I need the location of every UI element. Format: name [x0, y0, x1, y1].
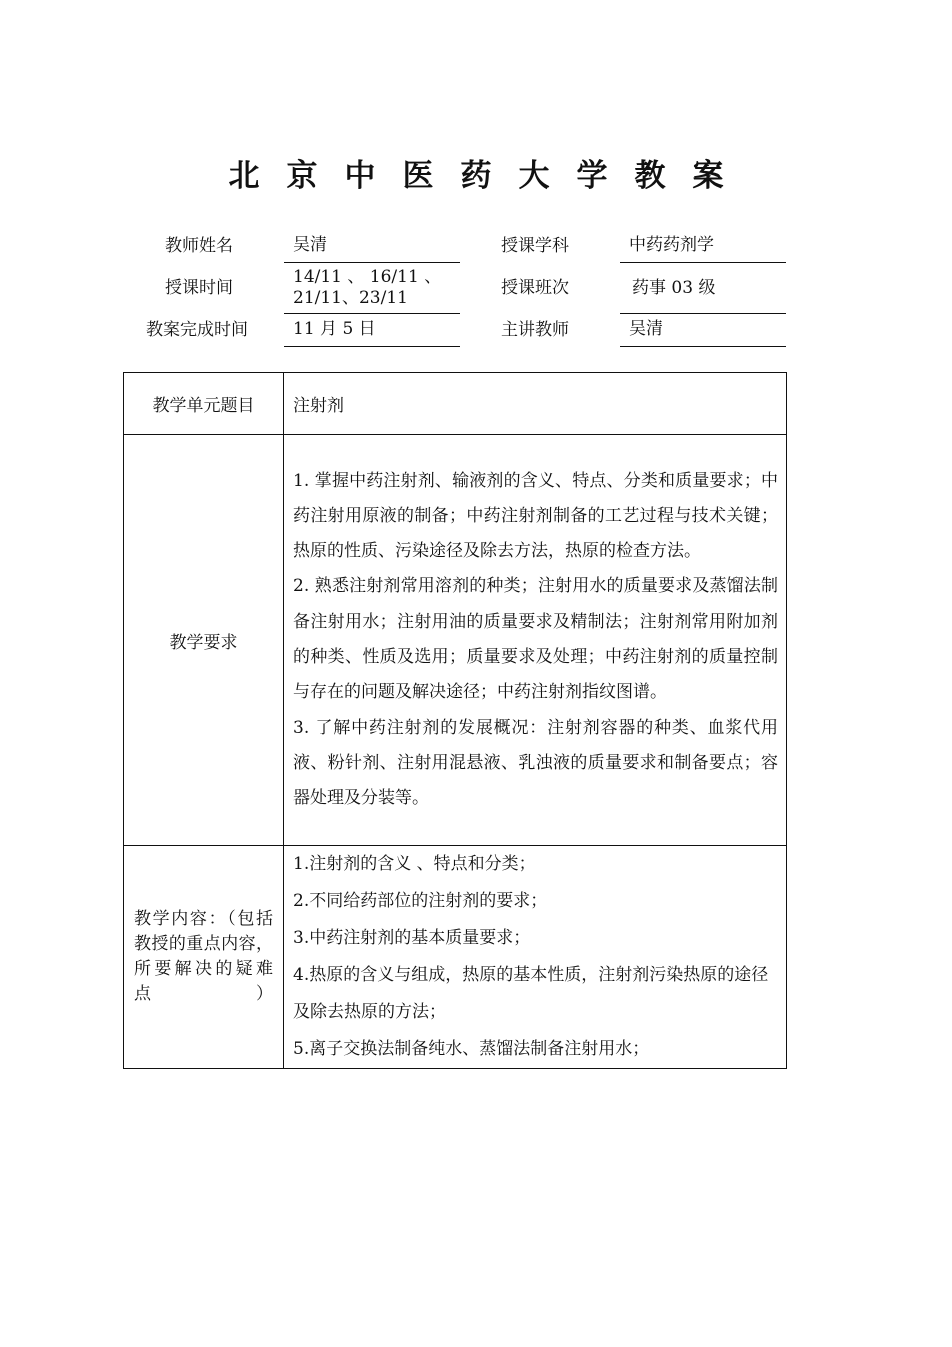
class-value: 药事 03 级 — [632, 278, 716, 298]
content-label-text: 教学内容：（包括教授的重点内容，所要解决的疑难点） — [134, 909, 273, 1004]
requirements-row — [124, 435, 787, 846]
unit-label: 教学单元题目 — [124, 373, 284, 435]
completed-field — [284, 319, 460, 347]
unit-row — [124, 373, 787, 435]
requirement-item: 3. 了解中药注射剂的发展概况：注射剂容器的种类、血浆代用液、粉针剂、注射用混悬液、乳浊液的质量要求和制备要点；容器处理及分装等。 — [293, 717, 778, 809]
time-label: 授课时间 — [165, 278, 233, 298]
content-item: 3.中药注射剂的基本质量要求； — [293, 928, 531, 948]
content-label — [124, 846, 284, 1069]
unit-value: 注射剂 — [284, 373, 787, 435]
subject-field — [620, 235, 786, 263]
teacher-name-field — [284, 235, 460, 263]
class-label: 授课班次 — [501, 278, 569, 298]
lesson-plan-table — [123, 372, 787, 1069]
content-cell — [284, 846, 787, 1069]
lecturer-value: 吴清 — [629, 319, 663, 339]
content-item: 4.热原的含义与组成，热原的基本性质，注射剂污染热原的途径及除去热原的方法； — [293, 965, 769, 1022]
requirement-item: 1. 掌握中药注射剂、输液剂的含义、特点、分类和质量要求；中药注射用原液的制备；中药注射剂制备的工艺过程与技术关键；热原的性质、污染途径及除去方法，热原的检查方法。 — [293, 470, 778, 562]
teacher-name-label: 教师姓名 — [165, 236, 233, 256]
requirements-label: 教学要求 — [124, 435, 284, 846]
lecturer-label: 主讲教师 — [501, 320, 569, 340]
document-title: 北京中医药大学教案 — [228, 158, 751, 194]
subject-label: 授课学科 — [501, 236, 569, 256]
content-item: 1.注射剂的含义 、特点和分类； — [293, 854, 536, 874]
time-field — [284, 267, 460, 314]
teacher-name-value: 吴清 — [293, 235, 327, 255]
time-value-line2: 21/11、23/11 — [293, 288, 408, 308]
requirement-item: 2. 熟悉注射剂常用溶剂的种类；注射用水的质量要求及蒸馏法制备注射用水；注射用油的质量要求及精制法；注射剂常用附加剂的种类、性质及选用；质量要求及处理；中药注射剂的质量控制与存在的问题及解决途径；中药注射剂指纹图谱。 — [293, 576, 778, 703]
lecturer-field — [620, 319, 786, 347]
class-field — [620, 278, 786, 314]
completed-label: 教案完成时间 — [146, 320, 248, 340]
content-row — [124, 846, 787, 1069]
time-value-line1: 14/11 、 16/11 、 — [293, 267, 442, 287]
content-item: 5.离子交换法制备纯水、蒸馏法制备注射用水； — [293, 1039, 650, 1059]
requirements-cell — [284, 435, 787, 846]
content-item: 2.不同给药部位的注射剂的要求； — [293, 891, 548, 911]
completed-value: 11 月 5 日 — [293, 319, 376, 339]
subject-value: 中药药剂学 — [629, 235, 714, 255]
